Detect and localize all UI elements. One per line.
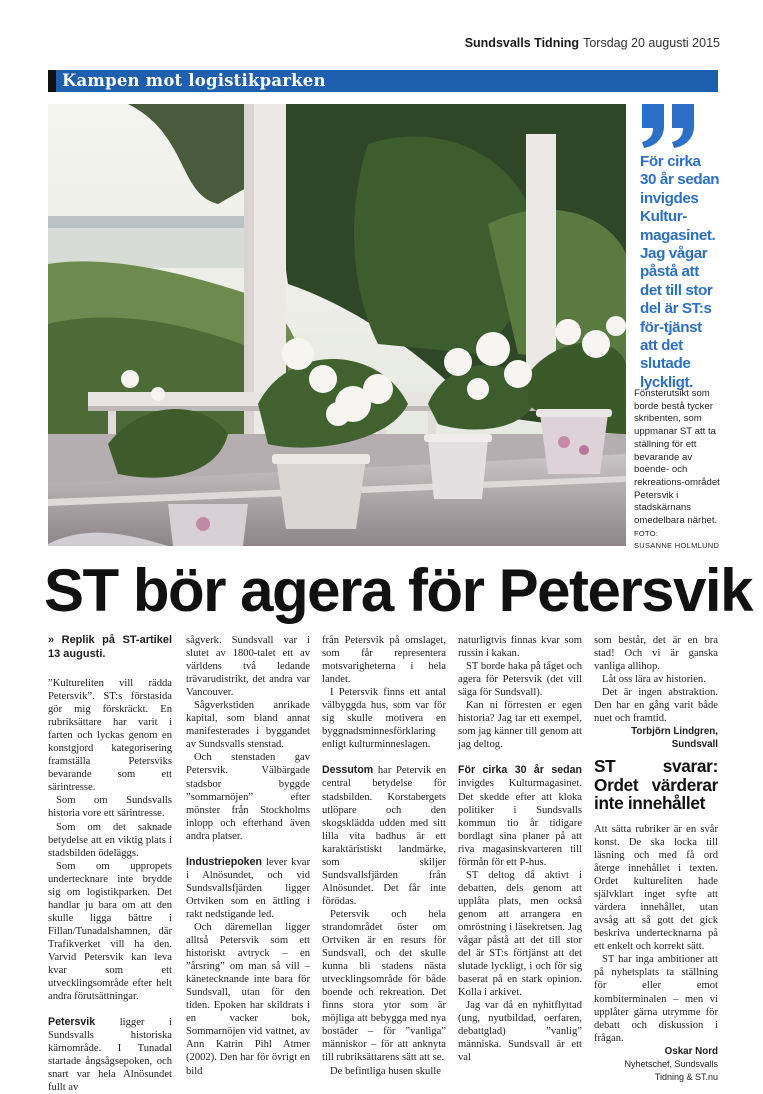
article-photo [48, 104, 626, 546]
paper-name: Sundsvalls Tidning [464, 36, 580, 50]
article-column-4 [458, 634, 582, 1065]
paragraph: För cirka 30 år sedan invigdes Kulturmagasinet. Det skedde efter att kloka politiker i Sundsvalls kommun tio år tidigare bordlagt sina planer på att riva magasinskvarteren till förmån för ett P-hus. [458, 764, 582, 868]
paragraph: ST har inga ambitioner att på nyhetsplats ta ställning för eller emot kombiterminalen – men vi upplåter gärna utrymme för debatt och diskussion i frågan. [594, 954, 718, 1044]
response-author: Oskar Nord [664, 1045, 718, 1057]
section-kicker [48, 70, 718, 92]
paragraph: Det är ingen abstraktion. Den har en gång varit både nuet och framtid. [594, 687, 718, 725]
issue-date: Torsdag 20 augusti 2015 [583, 36, 720, 50]
replik-label: » Replik på ST-artikel 13 augusti. [48, 634, 172, 660]
paragraph: Som om Sundsvalls historia vore ett särintresse. [48, 795, 172, 820]
paragraph: Dessutom har Petervik en central betydelse för stadsbilden. Korstabergets utlöpare och den skogsklädda udden med sitt lilla vita badhus är ett karaktäristiskt landmärke, som skiljer Sundsvallsfjärden från Alnösundet. Det får inte förödas. [322, 764, 446, 907]
caption-text: Fönsterutsikt som borde bestå tycker skribenten, som uppmanar ST att ta ställning för ett bevarande av boende- och rekreations-området Petersvik i stadskärnans omedelbara närhet. [634, 388, 720, 527]
article-author: Torbjörn Lindgren, Sundsvall [631, 726, 718, 751]
paragraph: Kan ni förresten er egen historia? Jag tar ett exempel, som jag känner till genom att jag deltog. [458, 700, 582, 751]
article-column-2 [186, 634, 310, 1078]
paragraph: Industriepoken lever kvar i Alnösundet, och vid Sundsvallsfjärden ligger Ortviken som en ättling i rakt nedstigande led. [186, 855, 310, 920]
paragraph: som består, det är en bra stad! Och vi är ganska vanliga allihop. [594, 635, 718, 673]
paragraph: Petersvik ligger i Sundsvalls historiska kärnområde. I Tunadal startade ångsågsepoken, och snart var hela Alnösundet fullt av [48, 1016, 172, 1094]
paragraph: Som om det saknade betydelse att en viktig plats i stadsbilden ödeläggs. [48, 821, 172, 859]
paragraph: Petersvik och hela strandområdet öster om Ortviken är en resurs för Sundsvall, och det skulle kunna bli stadens nästa utvecklingsområde för både boende och rekreation. Det finns stora ytor som är möjliga att bebygga med nya bostäder – för ”vanliga” människor – för att anknyta till rubriksättarens sätt att se. [322, 908, 446, 1064]
paragraph: Som om uppropets undertecknare inte brydde sig om logistikparken. Det handlar ju bara om att den skulle ligga bättre i Fillan/Tunadalshamnen, där Trafikverket vill ha den. Varvid Petersvik kan leva kvar som ett utvecklingsområde efter helt andra förutsättningar. [48, 860, 172, 1003]
photo-credit-label: FOTO: [634, 528, 659, 538]
paragraph: De befintliga husen skulle [330, 1065, 441, 1077]
article-column-1 [48, 634, 172, 1094]
quote-mark-icon [640, 104, 700, 148]
lead-in: För cirka 30 år sedan [458, 764, 582, 777]
kicker-text: Kampen mot logistikparken [62, 71, 326, 90]
headline: ST bör agera för Petersvik [44, 557, 752, 624]
paragraph: Och stenstaden gav Petersvik. Välbärgade stadsbor byggde ”sommarnöjen” efter mönster från Stockholms inlopp och efterhand även andra platser. [186, 752, 310, 842]
masthead [0, 36, 720, 50]
paragraph: naturligtvis finnas kvar som russin i kakan. [458, 635, 582, 660]
paragraph: Och däremellan ligger alltså Petersvik som ett historiskt avtryck – en ”årsring” om man så vill – känetecknande inte bara för Sundsvall, utan för den tiden. Epoken har skildrats i en vacker bok, Sommarnöjen vid vattnet, av Ann Katrin Pihl Atmer (2002). Den har för övrigt en bild [186, 921, 310, 1077]
lead-in: Industriepoken [186, 855, 262, 868]
paragraph: sågverk. Sundsvall var i slutet av 1800-talet ett av världens två ledande trävarudistrikt, det andra var Vancouver. [186, 635, 310, 699]
paragraph: Sågverkstiden anrikade kapital, som bland annat manifesterades i byggandet av Sundsvalls stenstad. [186, 700, 310, 751]
paragraph: Att sätta rubriker är en svår konst. De ska locka till läsning och med få ord återge innehållet i texten. Ordet kultureliten hade självklart inget syfte att värdera innehållet, utan avsåg att så gott det gick beskriva undertecknarna på ett enkelt och korrekt sätt. [594, 823, 718, 953]
paragraph: Låt oss lära av historien. [602, 674, 706, 686]
article-column-3 [322, 634, 446, 1078]
veranda-photo [48, 104, 626, 546]
paragraph: ”Kultureliten vill rädda Petersvik”. ST:s förstasida gör mig förskräckt. En rubriksättare har varit i farten och lyckas genom en konstgjord kategorisering framställa Petersviks bevarande som ett särintresse. [48, 678, 172, 794]
paragraph: I Petersvik finns ett antal välbyggda hus, som var för sig skulle motivera en byggnadsminnesförklaring enligt kulturminneslagen. [322, 687, 446, 751]
pull-quote: För cirka 30 år sedan invigdes Kultur-magasinet. Jag vågar påstå att det till stor del är ST:s för-tjänst att det slutade lyckligt. [640, 153, 720, 391]
paragraph: från Petersvik på omslaget, som får representera motsvarigheterna i hela landet. [322, 635, 446, 686]
lead-in: Dessutom [322, 764, 374, 777]
lead-in: Petersvik [48, 1016, 96, 1029]
photo-caption [634, 388, 724, 553]
response-author-role: Nyhetschef, Sundsvalls Tidning & ST.nu [624, 1058, 718, 1082]
paragraph: ST borde haka på tåget och agera för Petersvik (det vill säga för Sundsvall). [458, 661, 582, 699]
kicker-marker [48, 70, 56, 92]
response-heading: ST svarar: Ordet värderar inte innehållet [594, 756, 718, 814]
photo-credit-name: SUSANNE HOLMLUND [634, 541, 720, 551]
paragraph: ST deltog då aktivt i debatten, dels genom att upplåta plats, men också genom att arrangera en omröstning i läsekretsen. Jag vågar påstå att det till stor del är ST:s förtjänst att det slutade lyckligt, i och för sig baserat på en stark opinion. Kolla i arkivet. [458, 869, 582, 999]
paragraph: Jag var då en nyhitflyttad (ung, nyutbildad, oerfaren, debattglad) ”vanlig” människa. Sundsvall är ett val [458, 1000, 582, 1064]
article-column-5 [594, 634, 718, 1084]
